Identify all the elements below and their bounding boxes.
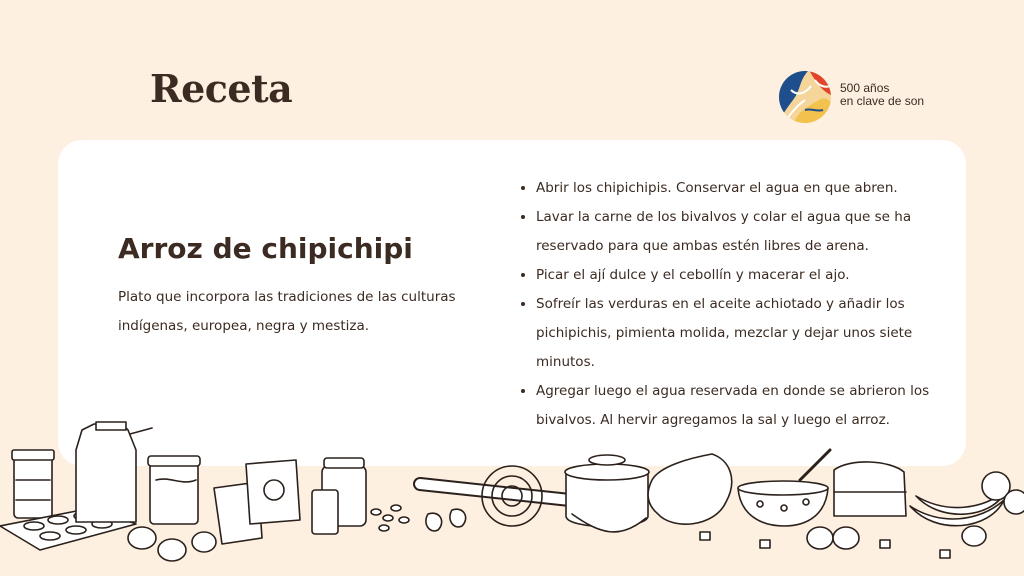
bowl-icon	[738, 450, 830, 526]
pot-icon	[565, 455, 649, 532]
page-title: Receta	[150, 66, 293, 111]
recipe-step: • Abrir los chipichipis. Conservar el agua en que abren.	[536, 174, 946, 203]
box-icon	[246, 460, 300, 524]
beans-icon	[371, 505, 409, 531]
strawberries-icon	[426, 509, 466, 531]
logo-emblem-icon	[779, 70, 833, 124]
logo-wordmark	[840, 82, 924, 108]
canister-icon	[148, 456, 200, 524]
recipe-description: Plato que incorpora las tradiciones de las culturas indígenas, europea, negra y mestiza.	[118, 289, 456, 334]
recipe-step: • Lavar la carne de los bivalvos y colar el agua que se ha reservado para que ambas estén libres de arena.	[536, 203, 946, 261]
jar-icon	[12, 450, 54, 518]
recipe-step: • Picar el ají dulce y el cebollín y macerar el ajo.	[536, 261, 946, 290]
bread-icon	[834, 462, 906, 516]
recipe-step: • Sofreír las verduras en el aceite achiotado y añadir los pichipichis, pimienta molida, mezclar y dejar unos siete minutos.	[536, 290, 946, 377]
kitchen-illustration	[0, 410, 1024, 576]
onions-icon	[807, 526, 986, 549]
tall-jar-icon	[312, 458, 366, 534]
recipe-step: • Agregar luego el agua reservada en donde se abrieron los bivalvos. Al hervir agregamos la sal y luego el arroz.	[536, 377, 946, 435]
logo-line-1: 500 años	[840, 81, 890, 95]
logo-line-2: en clave de son	[840, 94, 925, 108]
brand-logo	[779, 70, 939, 124]
eggs-icon	[128, 527, 216, 561]
recipe-title: Arroz de chipichipi	[118, 232, 413, 265]
bottle-icon	[76, 422, 152, 522]
sack-icon	[648, 454, 732, 524]
recipe-steps-list	[520, 174, 946, 435]
